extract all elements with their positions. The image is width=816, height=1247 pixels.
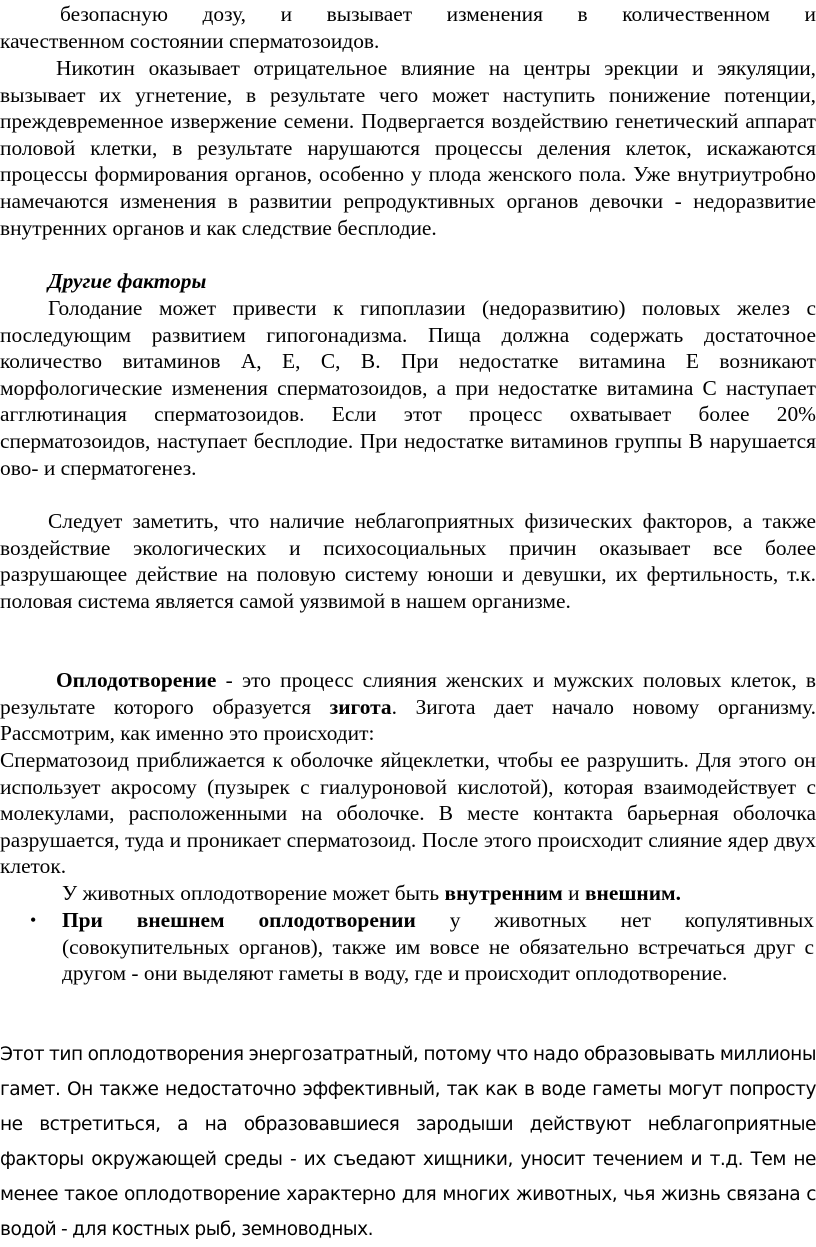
word: изменения xyxy=(446,2,543,26)
types-text: У животных оплодотворение может быть xyxy=(62,881,445,905)
paragraph-hunger: Голодание может привести к гипоплазии (недоразвитию) половых желез с последующим развитием гипогонадизма. Пища должна содержать достаточное количество витаминов А, Е, С, В. При недостатке витамина Е возникают морфологические изменения сперматозоидов, а при недостатке витамина С наступает агглютинация сперматозоидов. Если этот процесс охватывает более 20% сперматозоидов, наступает бесплодие. При недостатке витаминов группы В нарушается ово- и сперматогенез. xyxy=(0,296,816,480)
paragraph-sperm: Сперматозоид приближается к оболочке яйцеклетки, чтобы ее разрушить. Для этого он использует акросому (пузырек с гиалуроновой кислотой), которая взаимодействует с молекулами, расположенными на оболочке. В месте контакта барьерная оболочка разрушается, туда и проникает сперматозоид. После этого происходит слияние ядер двух клеток. xyxy=(0,748,816,879)
paragraph-types xyxy=(0,880,816,907)
term-internal: внутренним xyxy=(444,881,563,905)
paragraph-nicotine: Никотин оказывает отрицательное влияние на центры эрекции и эякуляции, вызывает их угнетение, в результате чего может наступить понижение потенции, преждевременное извержение семени. Подвергается воздействию генетический аппарат половой клетки, в результате нарушаются процессы деления клеток, искажаются процессы формирования органов, особенно у плода женского пола. Уже внутриутробно намечаются изменения в развитии репродуктивных органов девочки - недоразвитие внутренних органов и как следствие бесплодие. xyxy=(0,56,816,240)
fertilization-text-b: . Зигота дает начало новому организму. Рассмотрим, как именно это происходит: xyxy=(0,694,816,746)
word: безопасную xyxy=(60,2,168,26)
word: и xyxy=(804,2,816,26)
paragraph-factors: Следует заметить, что наличие неблагоприятных физических факторов, а также воздействие экологических и психосоциальных причин оказывает все более разрушающее действие на половую систему юноши и девушки, их фертильность, т.к. половая система является самой уязвимой в нашем организме. xyxy=(0,509,816,613)
term-fertilization: Оплодотворение xyxy=(56,668,217,692)
bullet-marker: • xyxy=(30,910,37,930)
word: количественном xyxy=(622,2,770,26)
heading-other-factors: Другие факторы xyxy=(48,269,207,293)
paragraph-dose-line1 xyxy=(0,1,816,28)
paragraph-external-fertilization: Этот тип оплодотворения энергозатратный, потому что надо образовывать миллионы гамет. Он также недостаточно эффективный, так как в воде гаметы могут попросту не встретиться, а на образовавшиеся зародыши действуют неблагоприятные факторы окружающей среды - их съедают хищники, уносит течением и т.д. Тем не менее такое оплодотворение характерно для многих животных, чья жизнь связана с водой - для костных рыб, земноводных. xyxy=(0,1044,816,1240)
types-and: и xyxy=(562,881,585,905)
bullet-text xyxy=(62,907,814,987)
word: вызывает xyxy=(326,2,413,26)
fertilization-text-a: - это процесс слияния женских и мужских половых клеток, в результате которого образуется xyxy=(0,668,816,719)
paragraph-dose xyxy=(0,1,816,55)
word: в xyxy=(577,2,588,26)
bullet-bold-lead: При внешнем оплодотворении xyxy=(62,908,416,932)
term-external: внешним. xyxy=(584,881,681,905)
paragraph-dose-line2: качественном состоянии сперматозоидов. xyxy=(0,28,380,53)
paragraph-fertilization xyxy=(0,667,816,747)
term-zygote: зигота xyxy=(329,694,392,719)
word: дозу, xyxy=(202,2,246,26)
word: и xyxy=(280,2,293,26)
bullet-body: у животных нет копулятивных (совокупительных органов), также им вовсе не обязательно встречаться друг с другом - они выделяют гаметы в воду, где и происходит оплодотворение. xyxy=(62,908,814,986)
